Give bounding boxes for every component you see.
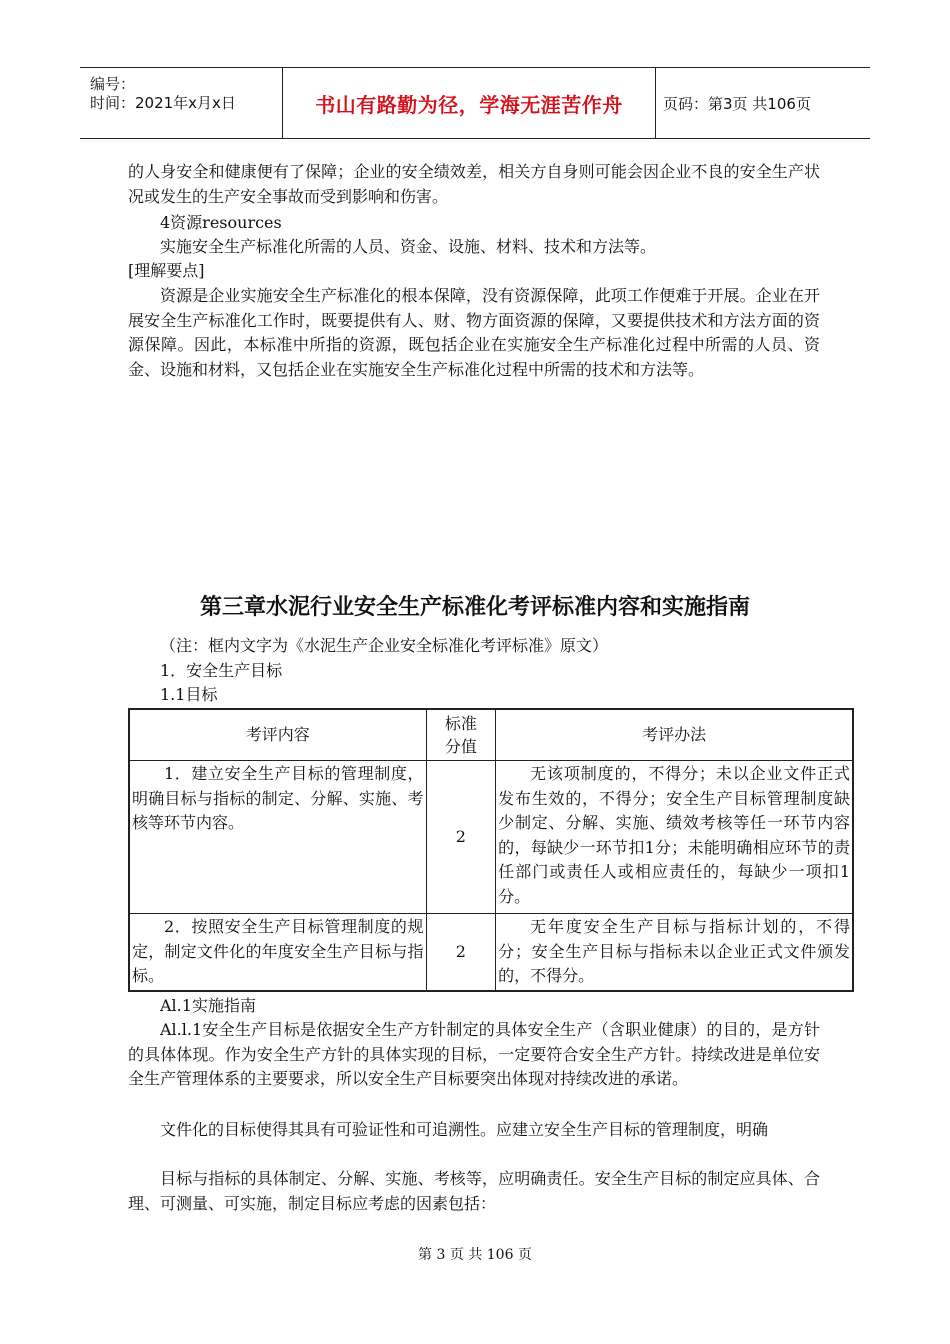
term-title: 4资源resources [160, 213, 282, 232]
understanding-text: 资源是企业实施安全生产标准化的根本保障，没有资源保障，此项工作便难于开展。企业在开展安全生产标准化工作时，既要提供有人、财、物方面资源的保障，又要提供技术和方法方面的资源保障。因此，本标准中所指的资源，既包括企业在实施安全生产标准化过程中所需的人员、资金、设施和材料，又包括企业在实施安全生产标准化过程中所需的技术和方法等。 [128, 286, 820, 379]
section-heading: 1．安全生产目标 [160, 661, 283, 680]
header-page-number: 页码：第3页 共106页 [663, 94, 811, 113]
guide-title: Al.1实施指南 [160, 996, 256, 1015]
row-method-cell [496, 914, 853, 991]
row-method: 无该项制度的，不得分；未以企业文件正式发布生效的，不得分；安全生产目标管理制度缺少制定、分解、实施、绩效考核等任一环节内容的，每缺少一环节扣1分；未能明确相应环节的责任部门或责任人或相应责任的，每缺少一项扣1分。 [498, 764, 850, 906]
header-motto: 书山有路勤为径，学海无涯苦作舟 [282, 68, 656, 138]
page-header [80, 67, 870, 139]
row-content-cell [129, 761, 426, 914]
guide-paragraph-2: 文件化的目标使得其具有可验证性和可追溯性。应建立安全生产目标的管理制度，明确 [160, 1120, 769, 1139]
chapter-note: （注：框内文字为《水泥生产企业安全标准化考评标准》原文） [160, 636, 609, 655]
doc-time-label: 时间：2021年x月x日 [90, 94, 236, 112]
row-method-cell [496, 761, 853, 914]
row-content-cell [129, 914, 426, 991]
term-definition: 实施安全生产标准化所需的人员、资金、设施、材料、技术和方法等。 [160, 237, 657, 256]
evaluation-table [128, 708, 854, 992]
subsection-heading: 1.1目标 [160, 685, 218, 704]
table-row [129, 914, 853, 991]
row-content: 2．按照安全生产目标管理制度的规定，制定文件化的年度安全生产目标与指标。 [132, 917, 424, 985]
header-content: 考评内容 [129, 709, 426, 761]
table-header-row [129, 709, 853, 761]
row-score: 2 [426, 761, 496, 914]
guide-paragraph-3: 目标与指标的具体制定、分解、实施、考核等，应明确责任。安全生产目标的制定应具体、合理、可测量、可实施，制定目标应考虑的因素包括： [128, 1169, 820, 1213]
table-row [129, 761, 853, 914]
header-score [426, 709, 496, 761]
chapter-title: 第三章水泥行业安全生产标准化考评标准内容和实施指南 [199, 595, 750, 620]
row-method: 无年度安全生产目标与指标计划的，不得分；安全生产目标与指标未以企业正式文件颁发的，不得分。 [498, 917, 850, 985]
page-footer: 第 3 页 共 106 页 [418, 1247, 532, 1263]
understanding-label: [理解要点] [128, 261, 205, 280]
doc-number-label: 编号： [90, 75, 136, 93]
row-content: 1．建立安全生产目标的管理制度，明确目标与指标的制定、分解、实施、考核等环节内容。 [132, 764, 424, 832]
guide-paragraph-1: Al.l.1安全生产目标是依据安全生产方针制定的具体安全生产（含职业健康）的目的，是方针的具体体现。作为安全生产方针的具体实现的目标，一定要符合安全生产方针。持续改进是单位安全生产管理体系的主要要求，所以安全生产目标要突出体现对持续改进的承诺。 [128, 1020, 820, 1088]
header-score-label: 标准分值 [444, 714, 477, 756]
paragraph-safety-performance: 的人身安全和健康便有了保障；企业的安全绩效差，相关方自身则可能会因企业不良的安全生产状况或发生的生产安全事故而受到影响和伤害。 [128, 162, 820, 206]
header-info [80, 68, 282, 138]
header-method: 考评办法 [496, 709, 853, 761]
row-score: 2 [426, 914, 496, 991]
